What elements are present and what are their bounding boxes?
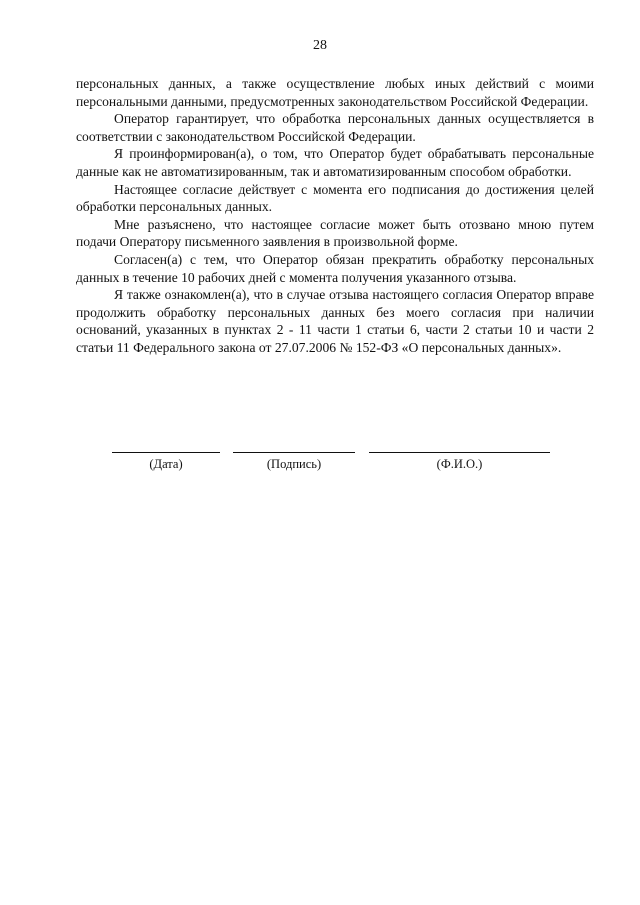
signature-label: (Подпись) — [266, 457, 322, 471]
paragraph-consent-withdrawal: Мне разъяснено, что настоящее согласие может быть отозвано мною путем подачи Оператору письменного заявления в произвольной форме. — [76, 216, 594, 250]
full-name-label: (Ф.И.О.) — [436, 457, 483, 471]
signature-block — [0, 436, 640, 476]
consent-text-body — [76, 75, 594, 357]
page-number: 28 — [313, 38, 327, 53]
signature-field — [233, 436, 355, 472]
paragraph-consent-validity: Настоящее согласие действует с момента его подписания до достижения целей обработки персональных данных. — [76, 181, 594, 215]
signature-line — [233, 436, 355, 453]
paragraph-continued-processing: Я также ознакомлен(а), что в случае отзыва настоящего согласия Оператор вправе продолжить обработку персональных данных без моего согласия при наличии оснований, указанных в пунктах 2 - 11 части 1 статьи 6, части 2 статьи 10 и части 2 статьи 11 Федерального закона от 27.07.2006 № 152-ФЗ «О персональных данных». — [76, 287, 594, 355]
date-line — [112, 436, 220, 453]
paragraph-operator-guarantee: Оператор гарантирует, что обработка персональных данных осуществляется в соответствии с законодательством Российской Федерации. — [76, 111, 594, 144]
full-name-line — [369, 436, 550, 453]
date-signature-field — [112, 436, 220, 472]
paragraph-continuation: персональных данных, а также осуществление любых иных действий с моими персональными данными, предусмотренных законодательством Российской Федерации. — [76, 76, 594, 109]
paragraph-processing-method: Я проинформирован(а), о том, что Оператор будет обрабатывать персональные данные как не автоматизированным, так и автоматизированным способом обработки. — [76, 146, 594, 179]
date-label: (Дата) — [149, 457, 183, 471]
paragraph-stop-processing: Согласен(а) с тем, что Оператор обязан прекратить обработку персональных данных в течение 10 рабочих дней с момента получения указанного отзыва. — [76, 251, 594, 285]
full-name-field — [369, 436, 550, 472]
